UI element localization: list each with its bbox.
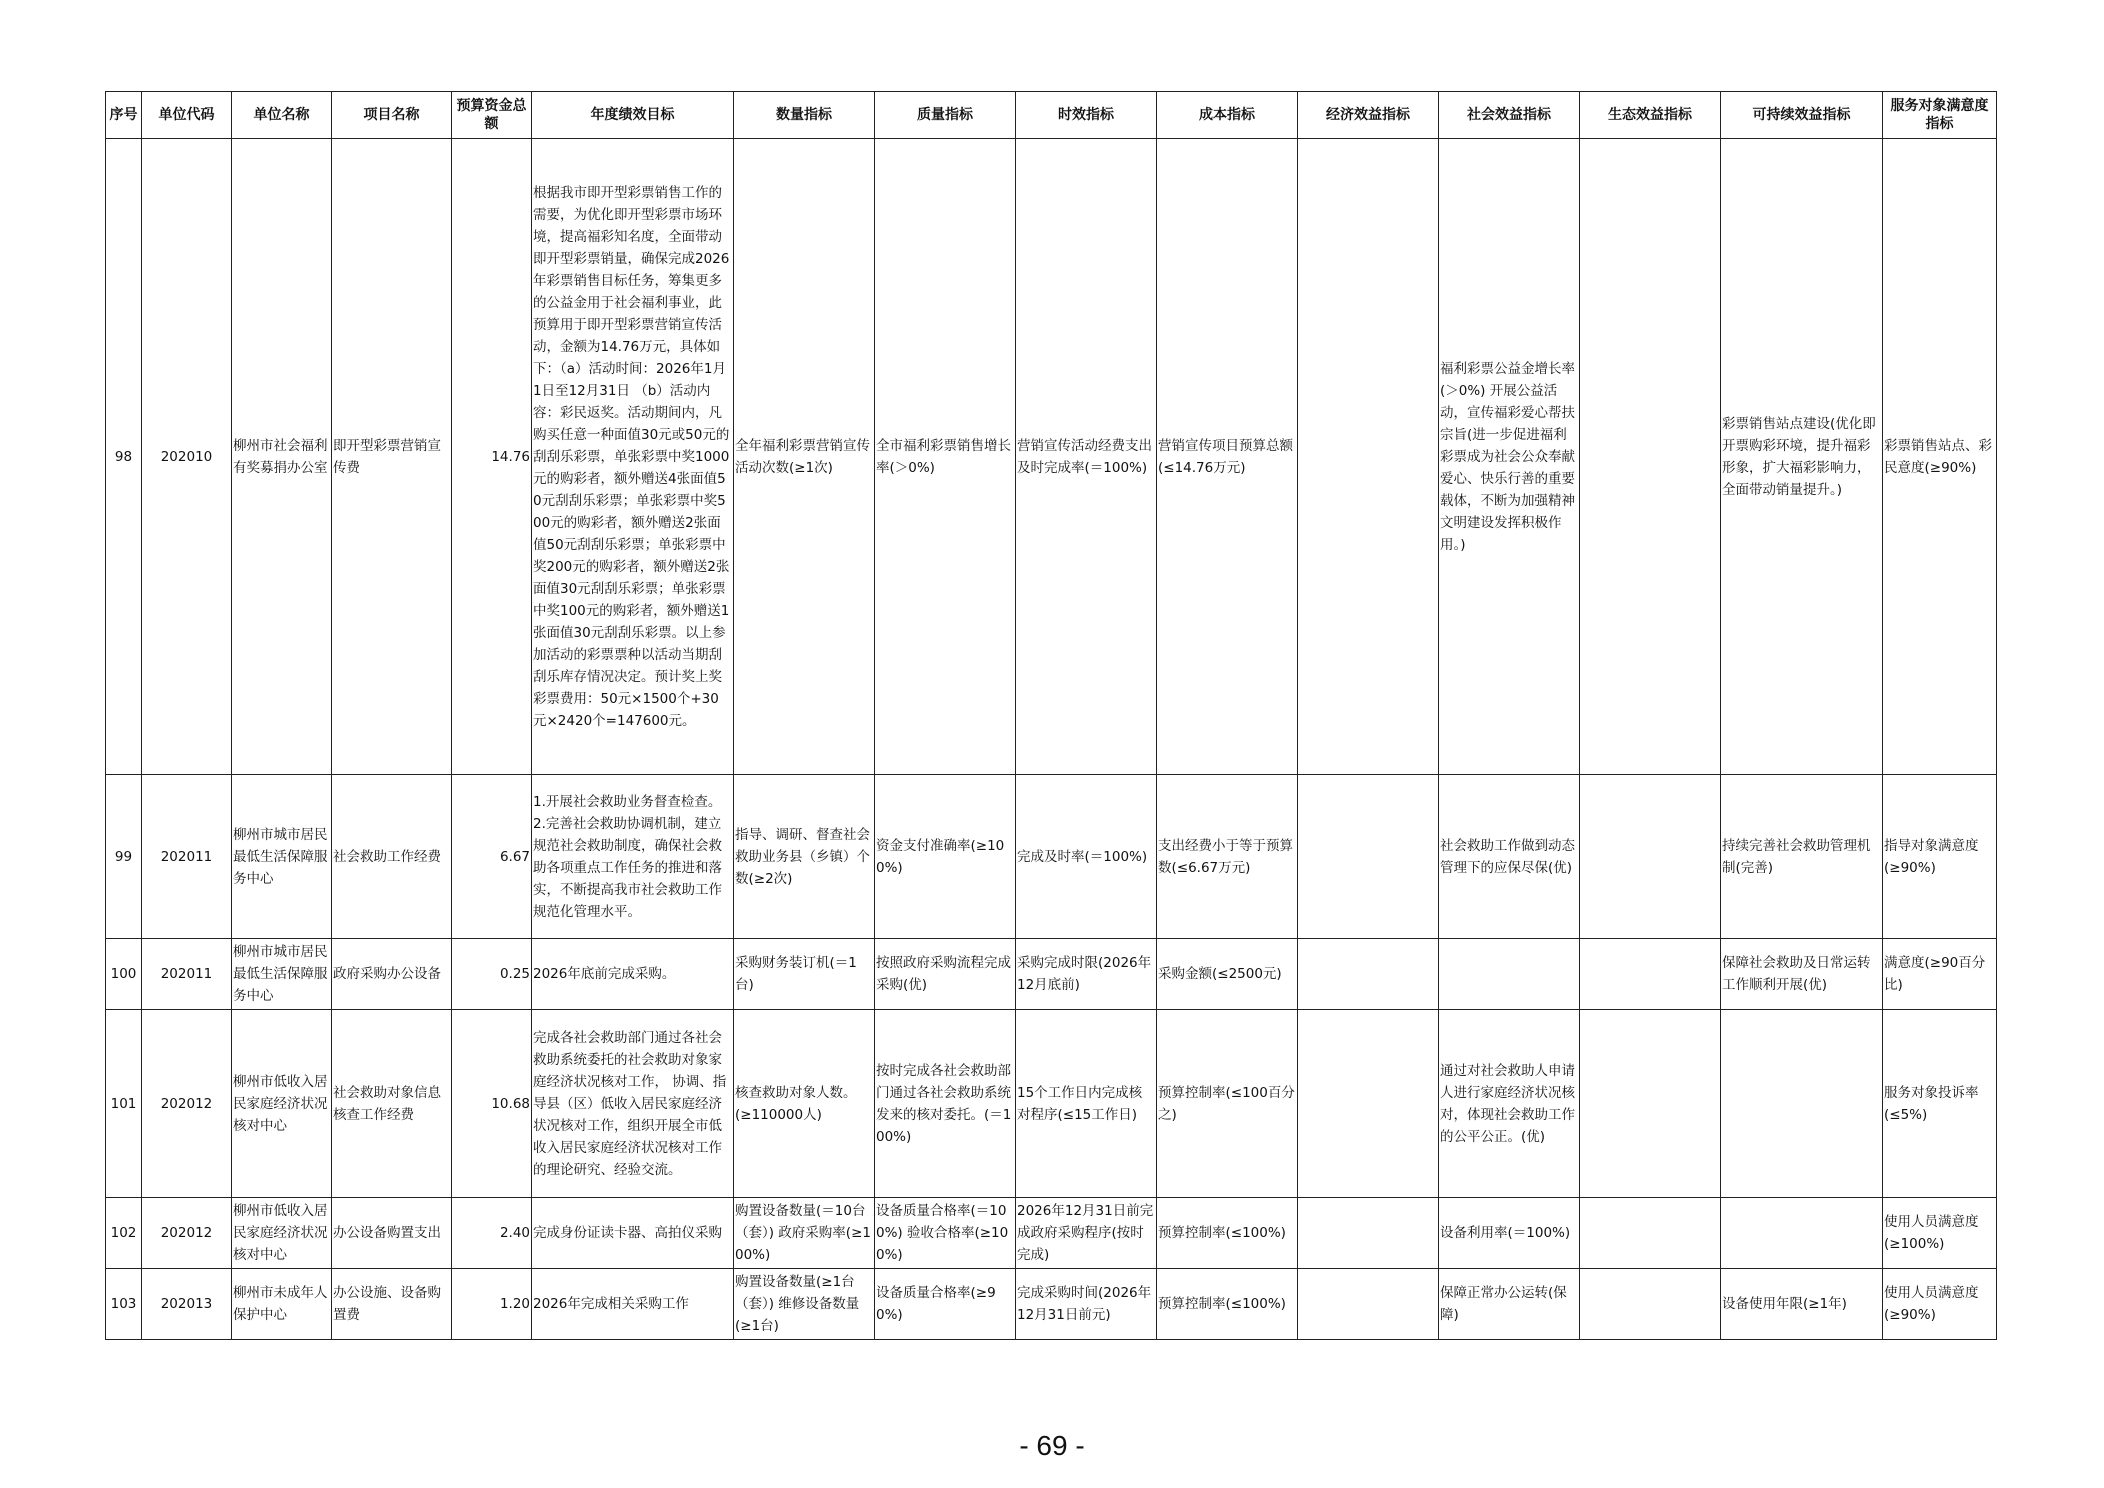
table-row: [106, 139, 1997, 775]
cell-timeliness: 采购完成时限(2026年12月底前): [1016, 939, 1157, 1010]
cell-cost: 预算控制率(≤100%): [1157, 1198, 1298, 1269]
cell-quality: 按照政府采购流程完成采购(优): [875, 939, 1016, 1010]
cell-satisfaction: 彩票销售站点、彩民意度(≥90%): [1883, 139, 1997, 775]
cell-timeliness: 营销宣传活动经费支出及时完成率(＝100%): [1016, 139, 1157, 775]
cell-annual-goal: 2026年底前完成采购。: [532, 939, 734, 1010]
cell-timeliness: 完成及时率(＝100%): [1016, 775, 1157, 939]
cell-quality: 设备质量合格率(≥90%): [875, 1269, 1016, 1340]
cell-economic: [1298, 775, 1439, 939]
cell-annual-goal: 完成各社会救助部门通过各社会救助系统委托的社会救助对象家庭经济状况核对工作， 协调、指导县（区）低收入居民家庭经济状况核对工作，组织开展全市低收入居民家庭经济状况核对工作的理论研究、经验交流。: [532, 1010, 734, 1198]
header-timeliness: 时效指标: [1016, 92, 1157, 139]
cell-annual-goal: 1.开展社会救助业务督查检查。 2.完善社会救助协调机制，建立规范社会救助制度，确保社会救助各项重点工作任务的推进和落实，不断提高我市社会救助工作规范化管理水平。: [532, 775, 734, 939]
cell-quality: 资金支付准确率(≥100%): [875, 775, 1016, 939]
cell-social: [1439, 939, 1580, 1010]
header-project-name: 项目名称: [332, 92, 452, 139]
cell-annual-goal: 完成身份证读卡器、高拍仪采购: [532, 1198, 734, 1269]
cell-unit-name: 柳州市社会福利有奖募捐办公室: [232, 139, 332, 775]
cell-unit-name: 柳州市未成年人保护中心: [232, 1269, 332, 1340]
cell-quantity: 购置设备数量(＝10台（套）) 政府采购率(≥100%): [734, 1198, 875, 1269]
cell-satisfaction: 服务对象投诉率(≤5%): [1883, 1010, 1997, 1198]
header-social: 社会效益指标: [1439, 92, 1580, 139]
cell-ecological: [1580, 1198, 1721, 1269]
header-economic: 经济效益指标: [1298, 92, 1439, 139]
table-row: [106, 1198, 1997, 1269]
cell-index: 103: [106, 1269, 142, 1340]
cell-social: 设备利用率(＝100%): [1439, 1198, 1580, 1269]
cell-quality: 按时完成各社会救助部门通过各社会救助系统发来的核对委托。(＝100%): [875, 1010, 1016, 1198]
header-quantity: 数量指标: [734, 92, 875, 139]
cell-cost: 采购金额(≤2500元): [1157, 939, 1298, 1010]
cell-unit-code: 202012: [142, 1010, 232, 1198]
cell-unit-code: 202012: [142, 1198, 232, 1269]
cell-annual-goal: 根据我市即开型彩票销售工作的需要，为优化即开型彩票市场环境，提高福彩知名度，全面带动即开型彩票销量，确保完成2026年彩票销售目标任务，筹集更多的公益金用于社会福利事业，此预算用于即开型彩票营销宣传活动，金额为14.76万元，具体如下：（a）活动时间：2026年1月1日至12月31日 （b）活动内容：彩民返奖。活动期间内，凡购买任意一种面值30元或50元的刮刮乐彩票，单张彩票中奖1000元的购彩者，额外赠送4张面值50元刮刮乐彩票；单张彩票中奖500元的购彩者，额外赠送2张面值50元刮刮乐彩票；单张彩票中奖200元的购彩者，额外赠送2张面值30元刮刮乐彩票；单张彩票中奖100元的购彩者，额外赠送1张面值30元刮刮乐彩票。以上参加活动的彩票票种以活动当期刮刮乐库存情况决定。预计奖上奖彩票费用：50元×1500个+30元×2420个=147600元。: [532, 139, 734, 775]
table-row: [106, 1010, 1997, 1198]
cell-quantity: 采购财务装订机(＝1台): [734, 939, 875, 1010]
cell-index: 100: [106, 939, 142, 1010]
cell-cost: 预算控制率(≤100百分之): [1157, 1010, 1298, 1198]
cell-satisfaction: 指导对象满意度(≥90%): [1883, 775, 1997, 939]
cell-social: 通过对社会救助人申请人进行家庭经济状况核对，体现社会救助工作的公平公正。(优): [1439, 1010, 1580, 1198]
cell-economic: [1298, 1269, 1439, 1340]
header-unit-name: 单位名称: [232, 92, 332, 139]
cell-project-name: 办公设施、设备购置费: [332, 1269, 452, 1340]
cell-unit-name: 柳州市低收入居民家庭经济状况核对中心: [232, 1198, 332, 1269]
cell-satisfaction: 满意度(≥90百分比): [1883, 939, 1997, 1010]
cell-social: 社会救助工作做到动态管理下的应保尽保(优): [1439, 775, 1580, 939]
cell-cost: 预算控制率(≤100%): [1157, 1269, 1298, 1340]
cell-project-name: 社会救助对象信息核查工作经费: [332, 1010, 452, 1198]
cell-timeliness: 15个工作日内完成核对程序(≤15工作日): [1016, 1010, 1157, 1198]
cell-sustainable: 持续完善社会救助管理机制(完善): [1721, 775, 1883, 939]
cell-timeliness: 完成采购时间(2026年12月31日前元): [1016, 1269, 1157, 1340]
cell-unit-name: 柳州市城市居民最低生活保障服务中心: [232, 939, 332, 1010]
cell-social: 福利彩票公益金增长率(＞0%) 开展公益活动，宣传福彩爱心帮扶宗旨(进一步促进福利彩票成为社会公众奉献爱心、快乐行善的重要载体，不断为加强精神文明建设发挥积极作用。): [1439, 139, 1580, 775]
cell-index: 102: [106, 1198, 142, 1269]
cell-cost: 支出经费小于等于预算数(≤6.67万元): [1157, 775, 1298, 939]
cell-cost: 营销宣传项目预算总额(≤14.76万元): [1157, 139, 1298, 775]
cell-project-name: 政府采购办公设备: [332, 939, 452, 1010]
cell-economic: [1298, 139, 1439, 775]
cell-budget: 10.68: [452, 1010, 532, 1198]
cell-quantity: 核查救助对象人数。(≥110000人): [734, 1010, 875, 1198]
cell-budget: 14.76: [452, 139, 532, 775]
cell-ecological: [1580, 1269, 1721, 1340]
cell-unit-code: 202013: [142, 1269, 232, 1340]
cell-ecological: [1580, 939, 1721, 1010]
header-row: [106, 92, 1997, 139]
table-row: [106, 1269, 1997, 1340]
cell-index: 101: [106, 1010, 142, 1198]
cell-annual-goal: 2026年完成相关采购工作: [532, 1269, 734, 1340]
cell-quantity: 购置设备数量(≥1台（套）) 维修设备数量(≥1台): [734, 1269, 875, 1340]
header-cost: 成本指标: [1157, 92, 1298, 139]
header-index: 序号: [106, 92, 142, 139]
table-row: [106, 775, 1997, 939]
cell-ecological: [1580, 1010, 1721, 1198]
header-unit-code: 单位代码: [142, 92, 232, 139]
cell-satisfaction: 使用人员满意度(≥90%): [1883, 1269, 1997, 1340]
cell-project-name: 办公设备购置支出: [332, 1198, 452, 1269]
cell-project-name: 社会救助工作经费: [332, 775, 452, 939]
header-sustainable: 可持续效益指标: [1721, 92, 1883, 139]
header-quality: 质量指标: [875, 92, 1016, 139]
header-satisfaction: 服务对象满意度指标: [1883, 92, 1997, 139]
cell-unit-code: 202011: [142, 939, 232, 1010]
cell-sustainable: 设备使用年限(≥1年): [1721, 1269, 1883, 1340]
cell-timeliness: 2026年12月31日前完成政府采购程序(按时完成): [1016, 1198, 1157, 1269]
performance-table: [105, 91, 1997, 1340]
cell-sustainable: 彩票销售站点建设(优化即开票购彩环境，提升福彩形象，扩大福彩影响力，全面带动销量提升。): [1721, 139, 1883, 775]
cell-budget: 1.20: [452, 1269, 532, 1340]
header-annual-goal: 年度绩效目标: [532, 92, 734, 139]
header-budget: 预算资金总额: [452, 92, 532, 139]
cell-quantity: 指导、调研、督查社会救助业务县（乡镇）个数(≥2次): [734, 775, 875, 939]
cell-sustainable: [1721, 1010, 1883, 1198]
cell-social: 保障正常办公运转(保障): [1439, 1269, 1580, 1340]
cell-unit-code: 202011: [142, 775, 232, 939]
cell-quality: 全市福利彩票销售增长率(＞0%): [875, 139, 1016, 775]
cell-quality: 设备质量合格率(＝100%) 验收合格率(≥100%): [875, 1198, 1016, 1269]
cell-sustainable: [1721, 1198, 1883, 1269]
cell-budget: 6.67: [452, 775, 532, 939]
cell-index: 99: [106, 775, 142, 939]
cell-economic: [1298, 1198, 1439, 1269]
cell-economic: [1298, 939, 1439, 1010]
cell-index: 98: [106, 139, 142, 775]
cell-budget: 2.40: [452, 1198, 532, 1269]
cell-sustainable: 保障社会救助及日常运转工作顺利开展(优): [1721, 939, 1883, 1010]
cell-unit-name: 柳州市低收入居民家庭经济状况核对中心: [232, 1010, 332, 1198]
cell-ecological: [1580, 139, 1721, 775]
cell-unit-code: 202010: [142, 139, 232, 775]
cell-ecological: [1580, 775, 1721, 939]
cell-satisfaction: 使用人员满意度(≥100%): [1883, 1198, 1997, 1269]
cell-budget: 0.25: [452, 939, 532, 1010]
cell-economic: [1298, 1010, 1439, 1198]
cell-project-name: 即开型彩票营销宣传费: [332, 139, 452, 775]
cell-unit-name: 柳州市城市居民最低生活保障服务中心: [232, 775, 332, 939]
table-row: [106, 939, 1997, 1010]
cell-quantity: 全年福利彩票营销宣传活动次数(≥1次): [734, 139, 875, 775]
page-number: - 69 -: [1019, 1430, 1085, 1461]
header-ecological: 生态效益指标: [1580, 92, 1721, 139]
